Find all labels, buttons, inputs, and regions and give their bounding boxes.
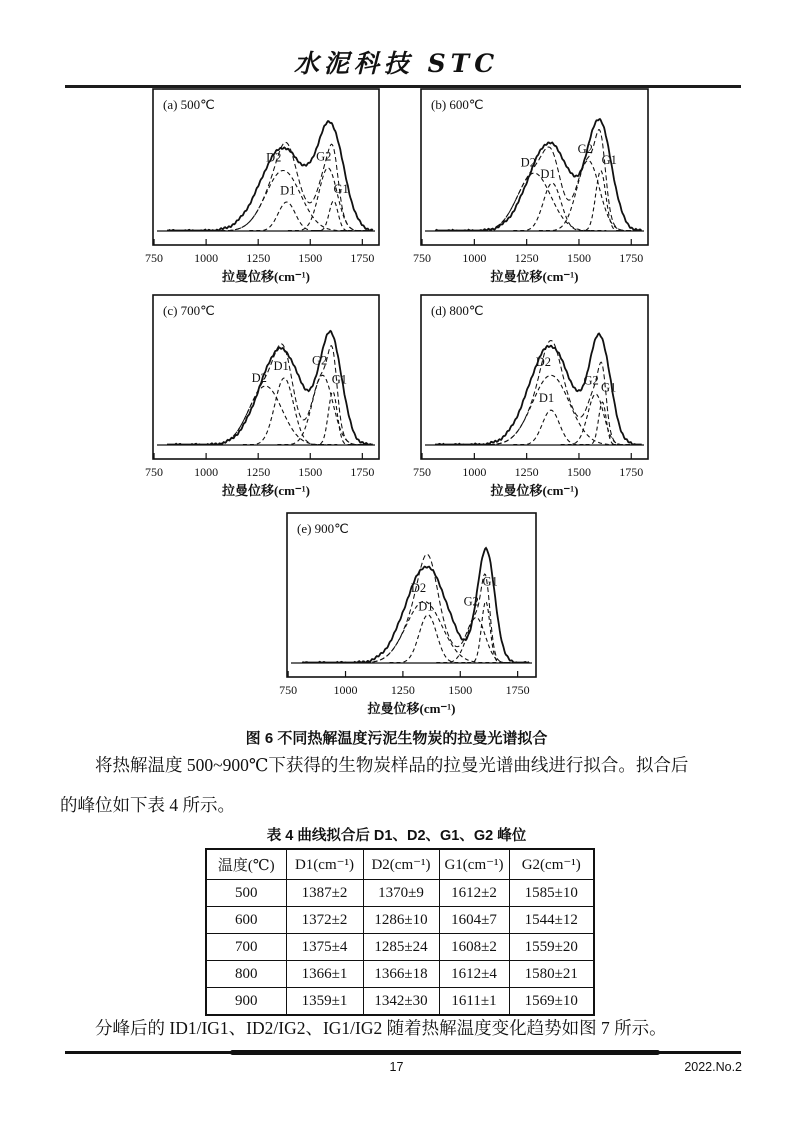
fit-component-curve-g2 [288,168,368,231]
table-cell: 1342±30 [363,988,439,1016]
table-row [206,880,594,907]
panel-label: (b) 600℃ [431,97,484,112]
table-head [206,849,594,880]
x-tick-label: 1250 [246,465,271,479]
peak-label-g2: G2 [577,141,593,156]
x-tick-label: 1500 [448,683,473,697]
table-cell: 900 [206,988,286,1016]
table-column-header: 温度(℃) [206,849,286,880]
table-cell: 1370±9 [363,880,439,907]
plot-frame [153,89,379,245]
peak-label-g1: G1 [482,574,498,589]
peak-label-d2: D2 [520,155,536,170]
x-tick-label: 1750 [619,465,644,479]
fit-component-curve-d2 [193,386,337,445]
x-axis-title: 拉曼位移(cm⁻¹) [490,269,579,284]
table-cell: 1387±2 [286,880,363,907]
table-cell: 1544±12 [509,907,594,934]
table-cell: 1608±2 [439,934,509,961]
paragraph-line: 的峰位如下表 4 所示。 [60,795,235,815]
peak-label-d2: D2 [535,354,552,369]
x-tick-label: 1250 [246,251,271,265]
peak-label-g1: G1 [331,372,348,387]
table-cell: 1285±24 [363,934,439,961]
body-paragraph-2: 分峰后的 ID1/IG1、ID2/IG2、IG1/IG2 随着热解温度变化趋势如图 7 所示。 [95,1018,667,1038]
figure-caption: 图 6 不同热解温度污泥生物炭的拉曼光谱拟合 [245,730,548,747]
peak-label-d1: D1 [280,183,296,198]
table-cell: 1359±1 [286,988,363,1016]
raman-chart-panel-3 [133,294,399,502]
peak-label-d2: D2 [266,150,282,165]
panel-label: (e) 900℃ [297,521,349,536]
issue-label: 2022.No.2 [684,1060,742,1074]
x-tick-label: 1500 [298,465,323,479]
table-cell: 1366±18 [363,961,439,988]
fit-component-curve-g2 [436,618,515,663]
panel-label: (a) 500℃ [163,97,215,112]
table-row [206,907,594,934]
peak-label-g1: G1 [333,182,349,197]
table-cell: 1580±21 [509,961,594,988]
table-cell: 1286±10 [363,907,439,934]
table-cell: 600 [206,907,286,934]
x-tick-label: 1250 [514,251,539,265]
table-body [206,880,594,1016]
peak-label-d1: D1 [538,391,555,406]
x-tick-label: 1500 [566,251,591,265]
raman-chart-panel-4 [401,294,668,502]
panel-label: (c) 700℃ [163,303,215,318]
table-cell: 1372±2 [286,907,363,934]
x-axis-title: 拉曼位移(cm⁻¹) [490,483,579,498]
fit-component-curve-g1 [579,171,623,231]
fit-component-curve-d2 [207,171,359,231]
table-cell: 1612±2 [439,880,509,907]
x-tick-label: 1000 [194,251,219,265]
x-tick-label: 1250 [390,683,415,697]
body-paragraph-1 [60,745,742,825]
table-column-header: D2(cm⁻¹) [363,849,439,880]
x-tick-label: 1000 [462,251,487,265]
table-header-row [206,849,594,880]
peak-label-g1: G1 [601,153,617,168]
x-tick-label: 1250 [514,465,539,479]
paragraph-line: 将热解温度 500~900℃下获得的生物炭样品的拉曼光谱曲线进行拟合。拟合后 [95,755,689,775]
panel-label: (d) 800℃ [431,303,484,318]
table-cell: 1585±10 [509,880,594,907]
journal-title: 水泥科技 STC [293,49,500,78]
table-cell: 1569±10 [509,988,594,1016]
raman-chart-panel-2 [401,88,668,288]
peak-label-d1: D1 [273,358,289,373]
x-axis-title: 拉曼位移(cm⁻¹) [221,269,311,284]
peak-label-g2: G2 [311,353,328,368]
table-row [206,988,594,1016]
peak-label-d1: D1 [540,167,556,182]
fit-component-curve-g2 [277,375,367,444]
fit-component-curve-g1 [467,601,504,662]
peak-label-d1: D1 [418,599,434,614]
x-axis-title: 拉曼位移(cm⁻¹) [221,483,311,498]
fit-component-curve-g1 [314,201,352,231]
x-tick-label: 750 [413,251,432,265]
fit-component-curve-d1 [513,183,591,230]
table-cell: 800 [206,961,286,988]
x-axis-title: 拉曼位移(cm⁻¹) [367,701,456,716]
peak-label-g2: G2 [463,594,479,609]
page-number: 17 [389,1060,404,1074]
fit-component-curve-d2 [462,173,607,231]
table-cell: 700 [206,934,286,961]
table-cell: 1375±4 [286,934,363,961]
peak-label-g2: G2 [316,149,332,164]
x-tick-label: 1000 [462,465,487,479]
footer-rule-bulge [230,1050,660,1055]
x-tick-label: 1000 [194,465,219,479]
x-tick-label: 1500 [566,465,591,479]
table-cell: 1604±7 [439,907,509,934]
peak-label-d2: D2 [410,580,427,595]
table-column-header: D1(cm⁻¹) [286,849,363,880]
table-row [206,934,594,961]
measured-spectrum-curve [167,121,373,230]
table-column-header: G1(cm⁻¹) [439,849,509,880]
table-cell: 1611±1 [439,988,509,1016]
x-tick-label: 750 [279,683,298,697]
x-tick-label: 750 [145,465,164,479]
x-tick-label: 1750 [350,251,375,265]
x-tick-label: 1500 [298,251,323,265]
fit-component-curve-d1 [243,378,326,445]
table-cell: 500 [206,880,286,907]
x-tick-label: 1750 [350,465,375,479]
x-tick-label: 1000 [333,683,358,697]
table-title: 表 4 曲线拟合后 D1、D2、G1、G2 峰位 [266,828,527,844]
plot-frame [287,513,536,677]
table-column-header: G2(cm⁻¹) [509,849,594,880]
table-row [206,961,594,988]
table-cell: 1612±4 [439,961,509,988]
table-cell: 1366±1 [286,961,363,988]
fit-sum-curve [172,344,372,445]
peak-label-g2: G2 [583,373,599,388]
raman-chart-panel-5 [267,512,556,720]
peak-position-table [205,848,595,1016]
plot-frame [421,295,648,459]
peak-label-g1: G1 [601,380,617,395]
table-cell: 1559±20 [509,934,594,961]
x-tick-label: 1750 [619,251,644,265]
x-tick-label: 1750 [505,683,530,697]
x-tick-label: 750 [145,251,164,265]
peak-label-d2: D2 [251,371,267,386]
raman-chart-panel-1 [133,88,399,288]
x-tick-label: 750 [413,465,432,479]
